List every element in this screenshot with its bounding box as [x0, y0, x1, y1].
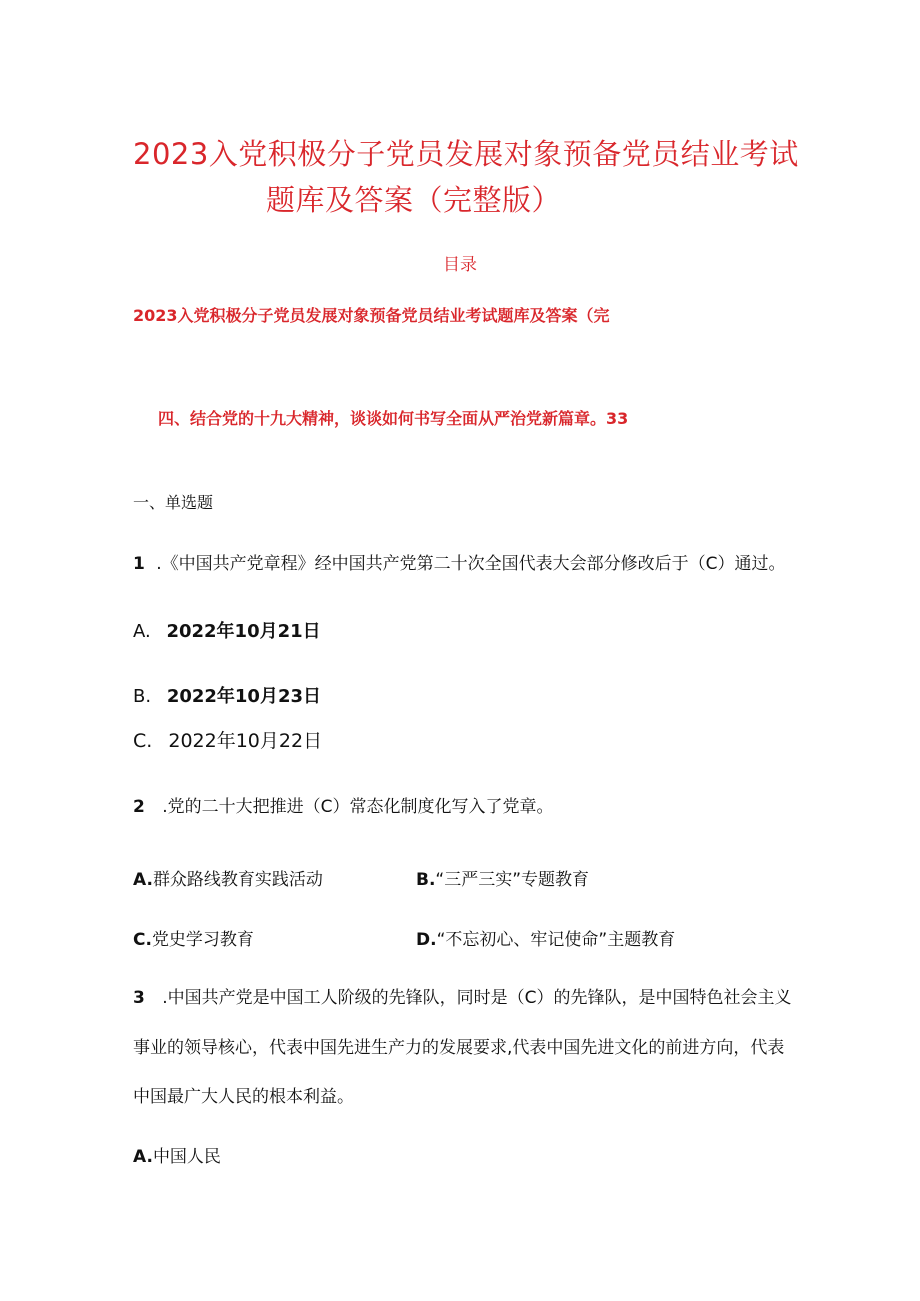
toc-item-2[interactable]: 四、结合党的十九大精神，谈谈如何书写全面从严治党新篇章。33: [158, 409, 629, 428]
question-text: .中国共产党是中国工人阶级的先锋队，同时是（C）的先锋队，是中国特色社会主义: [162, 988, 792, 1008]
q1-option-a: [133, 617, 321, 643]
q2-option-a: [133, 865, 323, 890]
option-letter: D.: [416, 930, 437, 950]
option-letter: C.: [133, 930, 152, 950]
option-text: 群众路线教育实践活动: [152, 870, 323, 890]
option-letter: A.: [133, 1147, 153, 1167]
q1-option-c: [133, 726, 322, 753]
option-letter: C.: [133, 730, 153, 752]
option-text: “三严三实”专题教育: [435, 870, 590, 890]
option-letter: B.: [416, 870, 436, 890]
option-text: 2022年10月22日: [168, 730, 323, 752]
option-text: 2022年10月21日: [166, 621, 321, 642]
question-3-line-2: 事业的领导核心，代表中国先进生产力的发展要求,代表中国先进文化的前进方向，代表: [133, 1038, 785, 1058]
option-letter: B.: [133, 686, 152, 707]
question-number: 1: [133, 554, 145, 574]
option-text: 党史学习教育: [151, 930, 254, 950]
document-title-line-2: 题库及答案（完整版）: [266, 183, 562, 217]
option-letter: A.: [133, 870, 153, 890]
option-text: “不忘初心、牢记使命”主题教育: [436, 930, 676, 950]
question-number: 2: [133, 797, 145, 817]
q3-option-a: [133, 1142, 221, 1167]
section-heading: 一、单选题: [133, 493, 214, 512]
question-text: .党的二十大把推进（C）常态化制度化写入了党章。: [162, 797, 554, 817]
question-3-line-1: [133, 983, 792, 1008]
q2-option-b: [416, 865, 589, 890]
toc-item-1[interactable]: 2023入党积极分子党员发展对象预备党员结业考试题库及答案（完: [133, 306, 610, 325]
q2-option-d: [416, 925, 675, 950]
question-3-line-3: 中国最广大人民的根本利益。: [133, 1087, 354, 1107]
question-2: [133, 792, 554, 817]
q2-option-c: [133, 925, 254, 950]
toc-label[interactable]: 目录: [443, 255, 477, 275]
option-text: 中国人民: [152, 1147, 221, 1167]
option-text: 2022年10月23日: [166, 686, 322, 707]
question-number: 3: [133, 988, 145, 1008]
document-title-line-1: 2023入党积极分子党员发展对象预备党员结业考试: [133, 137, 799, 171]
question-text: .《中国共产党章程》经中国共产党第二十次全国代表大会部分修改后于（C）通过。: [156, 554, 786, 574]
q1-option-b: [133, 682, 321, 708]
option-letter: A.: [133, 621, 151, 642]
question-1: [133, 549, 786, 574]
